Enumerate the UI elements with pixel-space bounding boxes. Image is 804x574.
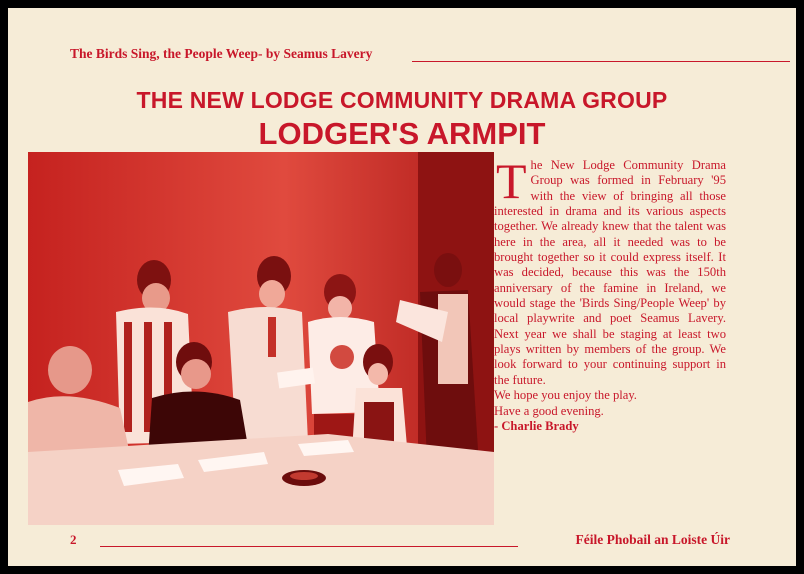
author-signature: - Charlie Brady — [494, 418, 579, 433]
article-paragraph: he New Lodge Community Drama Group was formed in February '95 with the view of bringing all those interested in drama and its various aspects together. We already knew that the talent was here in the area, all it needed was to be brought together so it could express itself. It was decided, because this was the 150th anniversary of the famine in Ireland, we would stage the 'Birds Sing/People Weep' by local playwrite and poet Seamus Lavery. Next year we shall be staging at least two plays written by members of the group. We look forward to your continuing support in the future. — [494, 158, 726, 387]
document-page — [8, 8, 796, 566]
running-title: The Birds Sing, the People Weep- by Seamus Lavery — [70, 46, 373, 61]
group-photo — [28, 152, 494, 525]
closing-line-1: We hope you enjoy the play. — [494, 388, 637, 403]
group-photo-image — [28, 152, 494, 525]
publication-name: Féile Phobail an Loiste Úir — [575, 532, 730, 547]
running-header — [70, 46, 790, 66]
article-title-group: THE NEW LODGE COMMUNITY DRAMA GROUP — [136, 87, 668, 113]
page-footer — [70, 532, 730, 552]
article-body — [494, 153, 726, 434]
header-rule — [412, 61, 790, 62]
page-number: 2 — [70, 532, 77, 547]
article-title-play: LODGER'S ARMPIT — [258, 116, 546, 151]
drop-cap: T — [496, 153, 527, 209]
footer-rule — [100, 546, 518, 547]
closing-line-2: Have a good evening. — [494, 403, 604, 418]
